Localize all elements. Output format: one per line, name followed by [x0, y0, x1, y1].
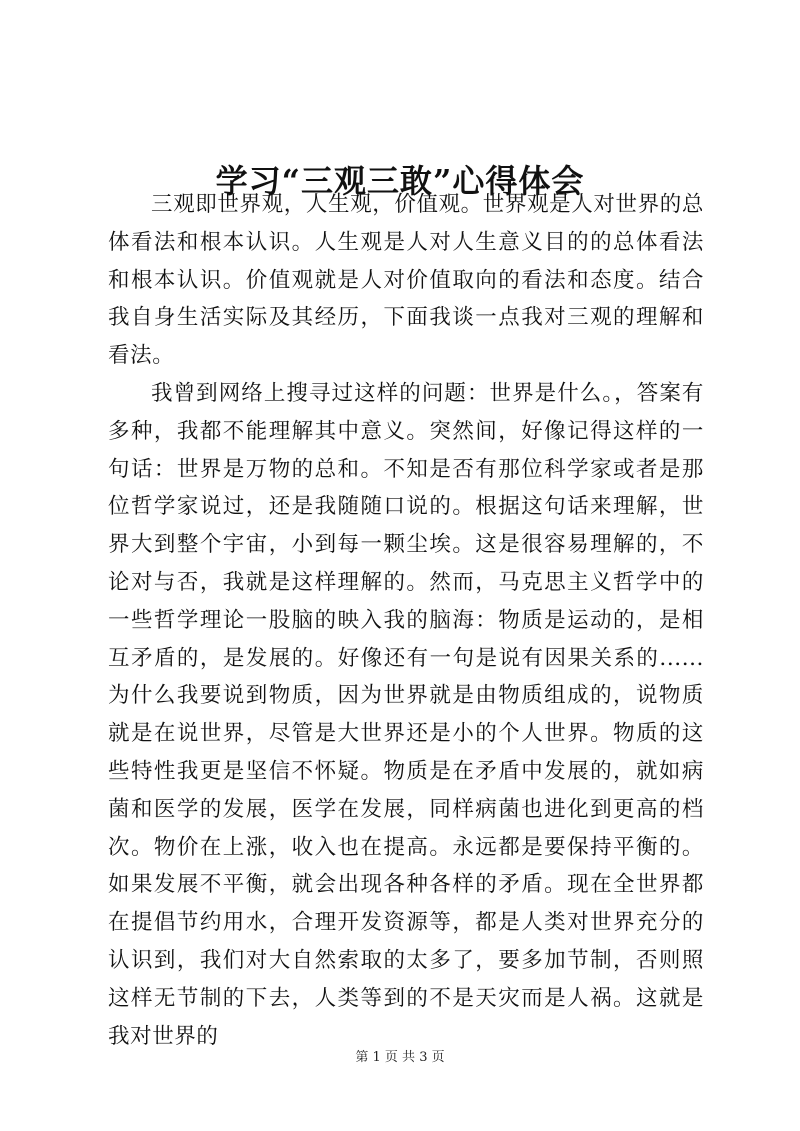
document-title: 学习“三观三敢”心得体会: [215, 162, 585, 201]
paragraph-1: 三观即世界观，人生观，价值观。世界观是人对世界的总体看法和根本认识。人生观是人对人生意义目的的总体看法和根本认识。价值观就是人对价值取向的看法和态度。结合我自身生活实际及其经历，下面我谈一点我对三观的理解和看法。: [108, 192, 704, 369]
page-footer: 第 1 页 共 3 页: [355, 1050, 445, 1065]
paragraph-2: 我曾到网络上搜寻过这样的问题：世界是什么。，答案有多种，我都不能理解其中意义。突然间，好像记得这样的一句话：世界是万物的总和。不知是否有那位科学家或者是那位哲学家说过，还是我随随口说的。根据这句话来理解，世界大到整个宇宙，小到每一颗尘埃。这是很容易理解的，不论对与否，我就是这样理解的。然而，马克思主义哲学中的一些哲学理论一股脑的映入我的脑海：物质是运动的，是相互矛盾的，是发展的。好像还有一句是说有因果关系的......为什么我要说到物质，因为世界就是由物质组成的，说物质就是在说世界，尽管是大世界还是小的个人世界。物质的这些特性我更是坚信不怀疑。物质是在矛盾中发展的，就如病菌和医学的发展，医学在发展，同样病菌也进化到更高的档次。物价在上涨，收入也在提高。永远都是要保持平衡的。如果发展不平衡，就会出现各种各样的矛盾。现在全世界都在提倡节约用水，合理开发资源等，都是人类对世界充分的认识到，我们对大自然索取的太多了，要多加节制，否则照这样无节制的下去，人类等到的不是天灾而是人祸。这就是我对世界的: [108, 380, 704, 1049]
document-body: [108, 186, 704, 1055]
